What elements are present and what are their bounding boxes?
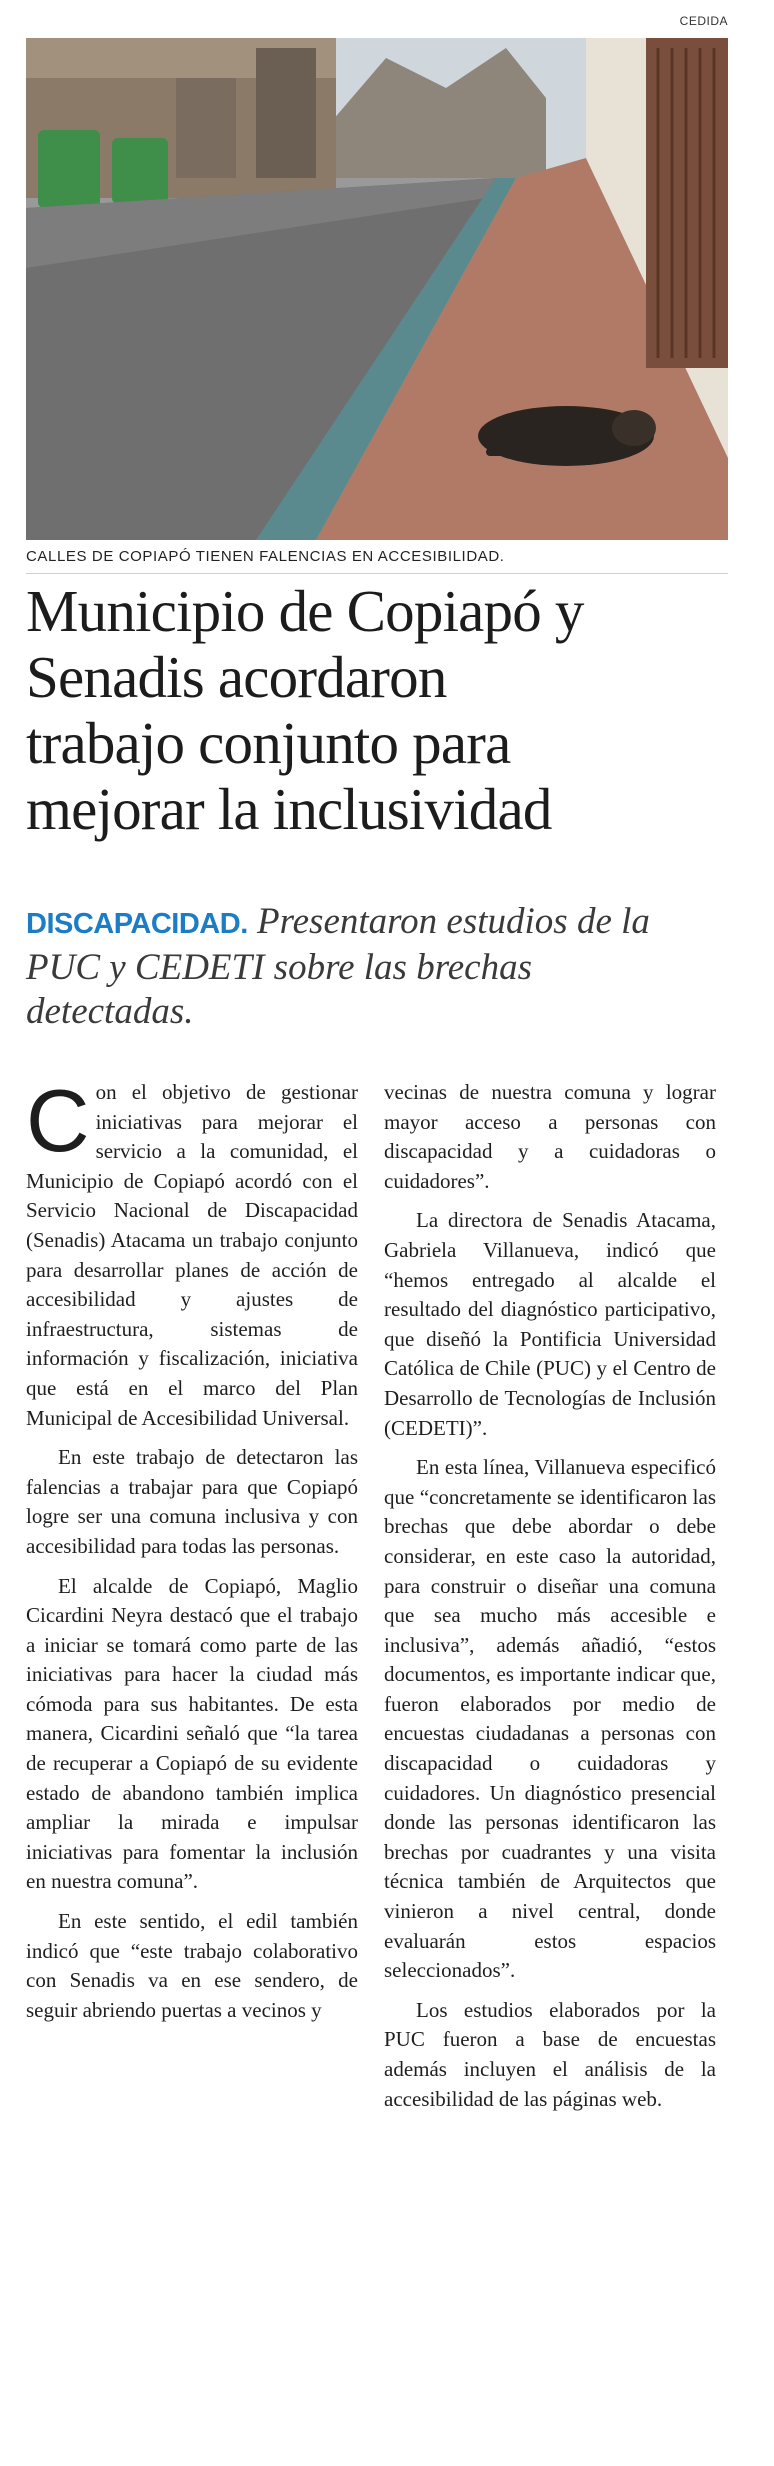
article-column-right: [384, 1078, 716, 2114]
headline-line: Senadis acordaron: [26, 644, 447, 710]
deck-text: PUC y CEDETI sobre las brechas: [26, 947, 532, 988]
article-paragraph: Los estudios elaborados por la PUC fueron a base de encuestas además incluyen el análisis de la accesibilidad de las páginas web.: [384, 1997, 716, 2111]
section-kicker: DISCAPACIDAD.: [26, 908, 248, 940]
article-paragraph: vecinas de nuestra comuna y lograr mayor acceso a personas con discapacidad y a cuidadoras o cuidadores”.: [384, 1080, 716, 1193]
street-photo: [26, 38, 728, 540]
article-paragraph: [26, 1071, 358, 1433]
headline-line: mejorar la inclusividad: [26, 776, 552, 842]
photo-credit: CEDIDA: [679, 14, 728, 28]
article-paragraph: La directora de Senadis Atacama, Gabriela Villanueva, indicó que “hemos entregado al alcalde el resultado del diagnóstico participativo, que diseñó la Pontificia Universidad Católica de Chile (PUC) y el Centro de Desarrollo de Tecnologías de Inclusión (CEDETI)”.: [384, 1208, 716, 1440]
article-column-left: [26, 1071, 358, 2025]
caption-divider: [26, 573, 728, 574]
article-paragraph: En este trabajo de detectaron las falencias a trabajar para que Copiapó logre ser una comuna inclusiva y con accesibilidad para todas las personas.: [26, 1445, 358, 1558]
deck-text: Presentaron estudios de la: [257, 901, 650, 942]
drop-cap: C: [26, 1071, 90, 1170]
article-paragraph: El alcalde de Copiapó, Maglio Cicardini Neyra destacó que el trabajo a iniciar se tomará como parte de las iniciativas para hacer la ciudad más cómoda para sus habitantes. De esta manera, Cicardini señaló que “la tarea de recuperar a Copiapó de su evidente estado de abandono también implica ampliar la mirada e impulsar iniciativas para fomentar la inclusión en nuestra comuna”.: [26, 1573, 358, 1894]
street-illustration: [26, 38, 728, 540]
headline-line: Municipio de Copiapó y: [26, 578, 584, 644]
article-paragraph: En este sentido, el edil también indicó que “este trabajo colaborativo con Senadis va en ese sendero, de seguir abriendo puertas a vecinos y: [26, 1909, 358, 2022]
headline: [26, 578, 746, 842]
deck-text: detectadas.: [26, 991, 194, 1032]
subheadline: [26, 900, 746, 1034]
photo-caption: CALLES DE COPIAPÓ TIENEN FALENCIAS EN ACCESIBILIDAD.: [26, 548, 505, 565]
article-paragraph: En esta línea, Villanueva especificó que “concretamente se identificaron las brechas que debe abordar o debe considerar, en este caso la autoridad, para construir o diseñar una comuna que sea mucho más accesible e inclusiva”, además añadió, “estos documentos, es importante indicar que, fueron elaborados por medio de encuestas ciudadanas a personas con discapacidad o cuidadoras y cuidadores. Un diagnóstico presencial donde las personas identificaron las brechas por cuadrantes y una visita técnica también de Arquitectos que vinieron a nivel central, donde evaluarán estos espacios seleccionados”.: [384, 1455, 716, 1983]
headline-line: trabajo conjunto para: [26, 710, 511, 776]
paragraph-text: on el objetivo de gestionar iniciativas para mejorar el servicio a la comunidad, el Municipio de Copiapó acordó con el Servicio Nacional de Discapacidad (Senadis) Atacama un trabajo conjunto para desarrollar planes de acción de accesibilidad y ajustes de infraestructura, sistemas de información y fiscalización, iniciativa que está en el marco del Plan Municipal de Accesibilidad Universal.: [26, 1080, 358, 1430]
